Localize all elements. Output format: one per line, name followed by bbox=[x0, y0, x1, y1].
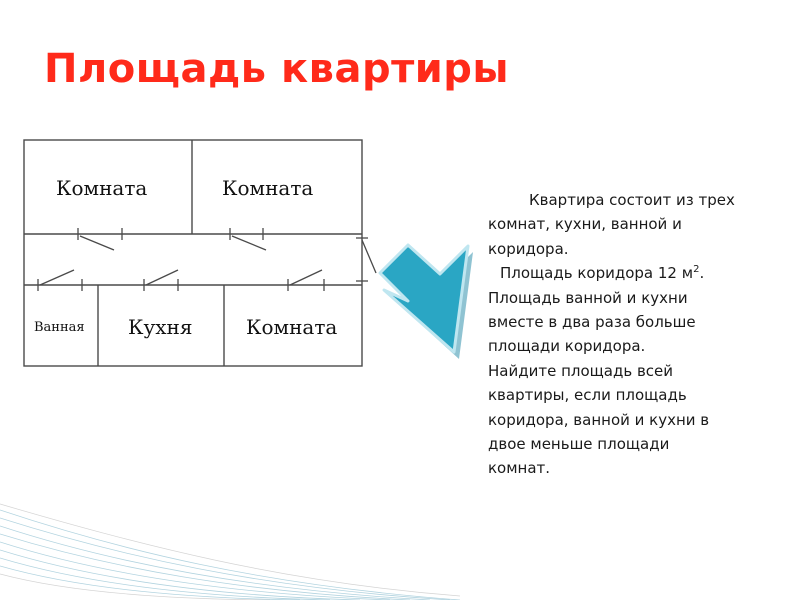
arrow-down-right-icon bbox=[380, 245, 473, 359]
room-label-top-right: Комната bbox=[222, 176, 314, 200]
problem-line: двое меньше площади bbox=[488, 435, 670, 454]
problem-line-text: Площадь коридора 12 м bbox=[500, 264, 694, 283]
problem-line: Площадь ванной и кухни bbox=[488, 288, 688, 307]
room-label-kitchen: Кухня bbox=[128, 315, 193, 339]
problem-line: коридора, ванной и кухни в bbox=[488, 410, 710, 429]
room-label-bottom-right: Комната bbox=[246, 315, 338, 339]
problem-line: квартиры, если площадь bbox=[488, 386, 687, 405]
problem-line: комнат, кухни, ванной и bbox=[488, 215, 682, 234]
problem-line-period: . bbox=[699, 264, 705, 283]
problem-line: Найдите площадь всей bbox=[488, 361, 674, 380]
slide-title: Площадь квартиры bbox=[44, 46, 510, 92]
problem-line: комнат. bbox=[488, 459, 551, 478]
problem-line: площади коридора. bbox=[488, 337, 646, 356]
doors-top bbox=[78, 228, 266, 250]
decorative-swoosh bbox=[0, 490, 460, 600]
room-label-bathroom: Ванная bbox=[34, 320, 85, 335]
problem-text bbox=[488, 188, 778, 481]
problem-line-area bbox=[488, 261, 778, 285]
problem-line: вместе в два раза больше bbox=[488, 313, 696, 332]
doors-bottom bbox=[38, 270, 324, 291]
problem-line: коридора. bbox=[488, 239, 569, 258]
superscript-two: 2 bbox=[693, 264, 700, 276]
entrance-door bbox=[356, 238, 376, 281]
problem-line: Квартира состоит из трех bbox=[529, 191, 735, 209]
room-label-top-left: Комната bbox=[56, 176, 148, 200]
